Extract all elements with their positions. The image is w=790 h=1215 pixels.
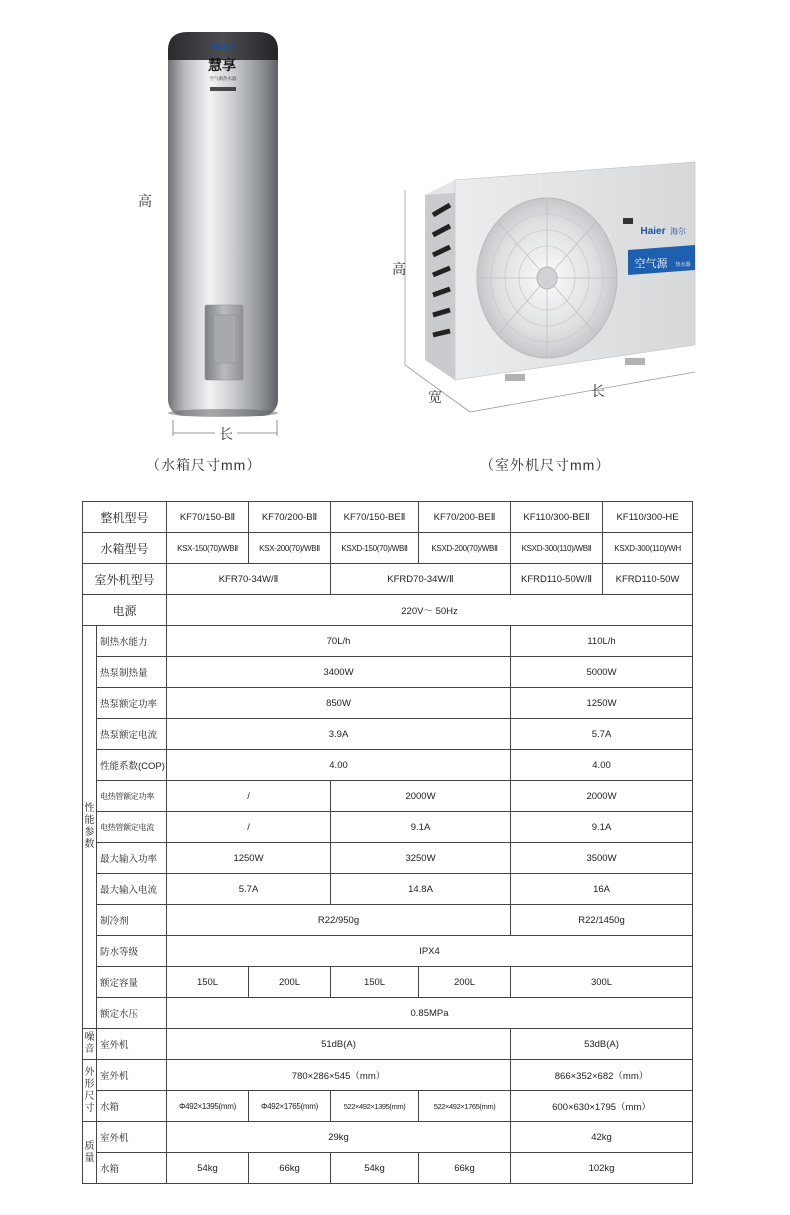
row-label: 额定水压 (97, 998, 167, 1029)
tank-model-3: KSXD-150(70)/WBⅡ (331, 533, 419, 564)
outdoor-model-label: 室外机型号 (83, 564, 167, 595)
cell-value: 66kg (249, 1153, 331, 1184)
cell-value: 9.1A (331, 812, 511, 843)
cell-value: 29kg (167, 1122, 511, 1153)
table-row (83, 1122, 693, 1153)
cell-value: R22/950g (167, 905, 511, 936)
row-label: 性能系数(COP) (97, 750, 167, 781)
table-row (83, 626, 693, 657)
table-row (83, 1029, 693, 1060)
tank-model-1: KSX-150(70)/WBⅡ (167, 533, 249, 564)
model-1: KF70/150-BⅡ (167, 502, 249, 533)
tank-height-label: 高 (138, 193, 152, 209)
table-row (83, 688, 693, 719)
outdoor-badge: 空气源 (634, 258, 668, 270)
cell-value: 5.7A (167, 874, 331, 905)
row-label: 室外机 (97, 1029, 167, 1060)
outdoor-brand-cn: 海尔 (670, 227, 686, 236)
cell-value: 102kg (511, 1153, 693, 1184)
outdoor-badge-small: 热水器 (675, 262, 691, 268)
cell-value: 2000W (511, 781, 693, 812)
power-label: 电源 (83, 595, 167, 626)
table-row (83, 657, 693, 688)
row-label: 室外机 (97, 1122, 167, 1153)
row-label: 额定容量 (97, 967, 167, 998)
row-label: 电热管额定电流 (97, 812, 167, 843)
table-row (83, 812, 693, 843)
row-label: 热泵额定功率 (97, 688, 167, 719)
cell-value: 3500W (511, 843, 693, 874)
group-noise: 噪音 (83, 1029, 97, 1060)
row-label: 热泵制热量 (97, 657, 167, 688)
cell-value: 3250W (331, 843, 511, 874)
model-6: KF110/300-HE (603, 502, 693, 533)
cell-value: 522×492×1395(mm) (331, 1091, 419, 1122)
table-row (83, 564, 693, 595)
cell-value: R22/1450g (511, 905, 693, 936)
table-row (83, 874, 693, 905)
table-row (83, 967, 693, 998)
model-2: KF70/200-BⅡ (249, 502, 331, 533)
cell-value: 16A (511, 874, 693, 905)
table-row (83, 843, 693, 874)
row-label: 最大输入电流 (97, 874, 167, 905)
cell-value: 110L/h (511, 626, 693, 657)
tank-model-2: KSX-200(70)/WBⅡ (249, 533, 331, 564)
tank-brand-logo: Haier (210, 42, 236, 53)
outdoor-width-label: 宽 (428, 389, 442, 405)
cell-value: 5000W (511, 657, 693, 688)
tank-model-label: 水箱型号 (83, 533, 167, 564)
outdoor-model-4: KFRD110-50W (603, 564, 693, 595)
model-label: 整机型号 (83, 502, 167, 533)
outdoor-model-1: KFR70-34W/Ⅱ (167, 564, 331, 595)
cell-value: 1250W (167, 843, 331, 874)
cell-value: Φ492×1395(mm) (167, 1091, 249, 1122)
table-row (83, 502, 693, 533)
cell-value: / (167, 781, 331, 812)
outdoor-brand-logo: Haier (640, 226, 666, 237)
cell-value: 0.85MPa (167, 998, 693, 1029)
outdoor-model-3: KFRD110-50W/Ⅱ (511, 564, 603, 595)
cell-value: 200L (249, 967, 331, 998)
cell-value: 522×492×1765(mm) (419, 1091, 511, 1122)
row-label: 热泵额定电流 (97, 719, 167, 750)
outdoor-length-label: 长 (591, 383, 605, 399)
table-row (83, 750, 693, 781)
table-row (83, 533, 693, 564)
row-label: 最大输入功率 (97, 843, 167, 874)
cell-value: 4.00 (511, 750, 693, 781)
cell-value: 51dB(A) (167, 1029, 511, 1060)
table-row (83, 1153, 693, 1184)
tank-product-name: 慧享 (208, 57, 236, 73)
cell-value: 200L (419, 967, 511, 998)
table-row (83, 595, 693, 626)
tank-length-label: 长 (219, 426, 233, 442)
spec-table (82, 501, 693, 1184)
table-row (83, 936, 693, 967)
model-5: KF110/300-BEⅡ (511, 502, 603, 533)
water-tank-image (150, 20, 300, 430)
table-row (83, 719, 693, 750)
cell-value: 70L/h (167, 626, 511, 657)
table-row (83, 781, 693, 812)
cell-value: 1250W (511, 688, 693, 719)
cell-value: 5.7A (511, 719, 693, 750)
row-label: 室外机 (97, 1060, 167, 1091)
outdoor-caption: （室外机尺寸mm） (480, 457, 611, 473)
cell-value: 14.8A (331, 874, 511, 905)
table-row (83, 998, 693, 1029)
outdoor-model-2: KFRD70-34W/Ⅱ (331, 564, 511, 595)
cell-value: 9.1A (511, 812, 693, 843)
power-value: 220V～ 50Hz (167, 595, 693, 626)
row-label: 制热水能力 (97, 626, 167, 657)
tank-model-5: KSXD-300(110)/WBⅡ (511, 533, 603, 564)
cell-value: 600×630×1795（mm） (511, 1091, 693, 1122)
cell-value: 54kg (331, 1153, 419, 1184)
cell-value: 53dB(A) (511, 1029, 693, 1060)
cell-value: 866×352×682（mm） (511, 1060, 693, 1091)
cell-value: 850W (167, 688, 511, 719)
row-label: 电热管额定功率 (97, 781, 167, 812)
group-weight: 质量 (83, 1122, 97, 1184)
row-label: 水箱 (97, 1091, 167, 1122)
row-label: 防水等级 (97, 936, 167, 967)
cell-value: 150L (331, 967, 419, 998)
cell-value: 150L (167, 967, 249, 998)
tank-caption: （水箱尺寸mm） (146, 457, 262, 473)
cell-value: 66kg (419, 1153, 511, 1184)
row-label: 水箱 (97, 1153, 167, 1184)
tank-subtitle: 空气源热水器 (209, 76, 237, 81)
table-row (83, 905, 693, 936)
model-4: KF70/200-BEⅡ (419, 502, 511, 533)
cell-value: 3.9A (167, 719, 511, 750)
cell-value: Φ492×1765(mm) (249, 1091, 331, 1122)
tank-model-6: KSXD-300(110)/WH (603, 533, 693, 564)
model-3: KF70/150-BEⅡ (331, 502, 419, 533)
cell-value: 42kg (511, 1122, 693, 1153)
group-size: 外形尺寸 (83, 1060, 97, 1122)
cell-value: 2000W (331, 781, 511, 812)
cell-value: / (167, 812, 331, 843)
cell-value: 780×286×545（mm） (167, 1060, 511, 1091)
row-label: 制冷剂 (97, 905, 167, 936)
tank-model-4: KSXD-200(70)/WBⅡ (419, 533, 511, 564)
outdoor-height-label: 高 (392, 261, 406, 277)
table-row (83, 1091, 693, 1122)
cell-value: 300L (511, 967, 693, 998)
group-performance: 性能参数 (83, 626, 97, 1029)
cell-value: 3400W (167, 657, 511, 688)
cell-value: IPX4 (167, 936, 693, 967)
table-row (83, 1060, 693, 1091)
cell-value: 4.00 (167, 750, 511, 781)
cell-value: 54kg (167, 1153, 249, 1184)
